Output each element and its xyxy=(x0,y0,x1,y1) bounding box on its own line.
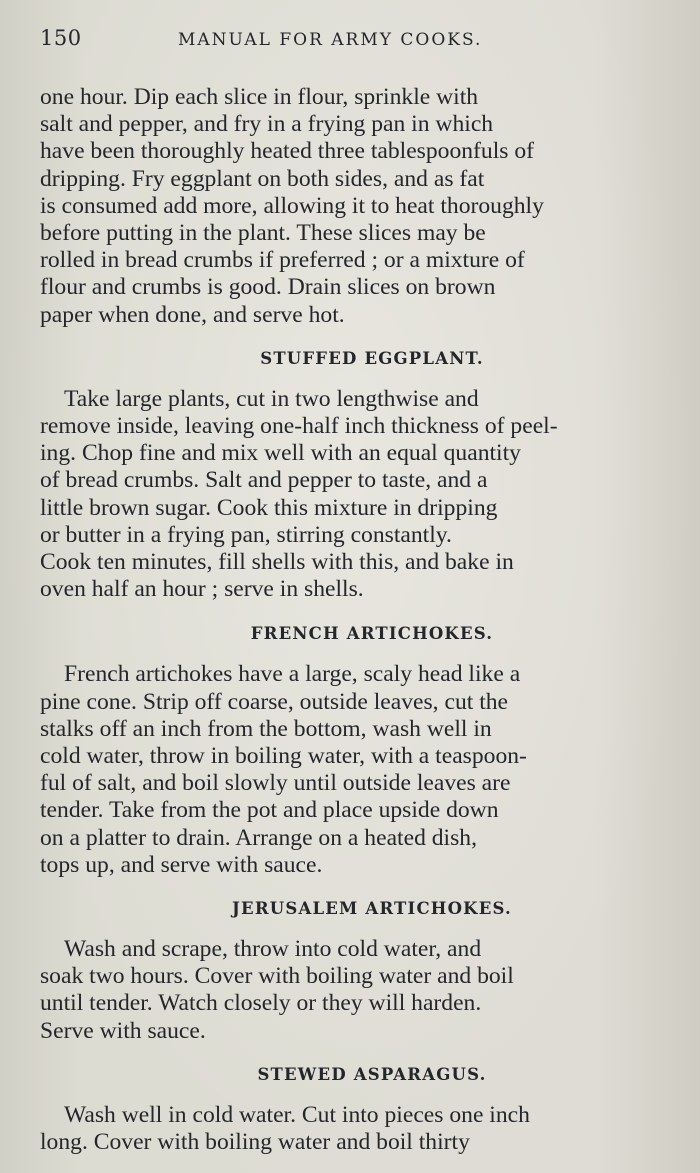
text-line: Wash well in cold water. Cut into pieces one inch xyxy=(64,1101,530,1128)
heading-french-artichokes: FRENCH ARTICHOKES. xyxy=(250,624,494,644)
text-line: dripping. Fry eggplant on both sides, and as fat xyxy=(40,165,485,192)
text-line: before putting in the plant. These slices may be xyxy=(40,220,486,247)
text-line: Serve with sauce. xyxy=(40,1017,206,1044)
text-line: long. Cover with boiling water and boil thirty xyxy=(40,1129,470,1156)
text-line: one hour. Dip each slice in flour, sprinkle with xyxy=(40,84,479,110)
text-line: soak two hours. Cover with boiling water and boil xyxy=(40,963,514,990)
text-line: until tender. Watch closely or they will harden. xyxy=(40,990,482,1017)
text-line: remove inside, leaving one-half inch thickness of peel- xyxy=(40,413,558,440)
paragraph-jerusalem-artichokes xyxy=(40,936,674,1045)
paragraph-french-artichokes xyxy=(40,661,674,879)
text-line: or butter in a frying pan, stirring constantly. xyxy=(40,521,452,548)
heading-jerusalem-artichokes: JERUSALEM ARTICHOKES. xyxy=(232,899,512,919)
text-line: Wash and scrape, throw into cold water, and xyxy=(64,936,482,963)
paragraph-stewed-asparagus xyxy=(40,1102,674,1156)
text-line: tops up, and serve with sauce. xyxy=(40,851,323,878)
text-line: rolled in bread crumbs if preferred ; or a mixture of xyxy=(40,247,525,274)
text-line: little brown sugar. Cook this mixture in dripping xyxy=(40,494,498,521)
text-line: flour and crumbs is good. Drain slices on brown xyxy=(40,274,496,301)
text-line: Cook ten minutes, fill shells with this, and bake in xyxy=(40,549,514,576)
page-number: 150 xyxy=(40,26,82,50)
heading-stewed-asparagus: STEWED ASPARAGUS. xyxy=(257,1064,487,1084)
text-line: oven half an hour ; serve in shells. xyxy=(40,576,364,603)
heading-stuffed-eggplant: STUFFED EGGPLANT. xyxy=(260,348,484,368)
text-line: ful of salt, and boil slowly until outside leaves are xyxy=(40,770,511,797)
text-line: stalks off an inch from the bottom, wash well in xyxy=(40,715,492,742)
text-line: on a platter to drain. Arrange on a heated dish, xyxy=(40,824,477,851)
text-line: salt and pepper, and fry in a frying pan in which xyxy=(40,111,494,138)
text-line: paper when done, and serve hot. xyxy=(40,301,345,328)
text-line: is consumed add more, allowing it to heat thoroughly xyxy=(40,192,544,219)
paragraph-stuffed-eggplant xyxy=(40,386,674,604)
text-line: French artichokes have a large, scaly head like a xyxy=(64,661,521,688)
text-line: Take large plants, cut in two lengthwise and xyxy=(64,385,479,412)
text-line: tender. Take from the pot and place upside down xyxy=(40,797,499,824)
running-head xyxy=(40,26,674,62)
text-line: have been thoroughly heated three tablespoonfuls of xyxy=(40,138,534,165)
text-line: cold water, throw in boiling water, with a teaspoon- xyxy=(40,743,527,770)
text-line: of bread crumbs. Salt and pepper to taste, and a xyxy=(40,467,488,494)
text-line: ing. Chop fine and mix well with an equal quantity xyxy=(40,440,521,467)
text-line: pine cone. Strip off coarse, outside leaves, cut the xyxy=(40,688,509,715)
running-title: MANUAL FOR ARMY COOKS. xyxy=(178,30,483,50)
paragraph-eggplant-continued xyxy=(40,84,674,329)
